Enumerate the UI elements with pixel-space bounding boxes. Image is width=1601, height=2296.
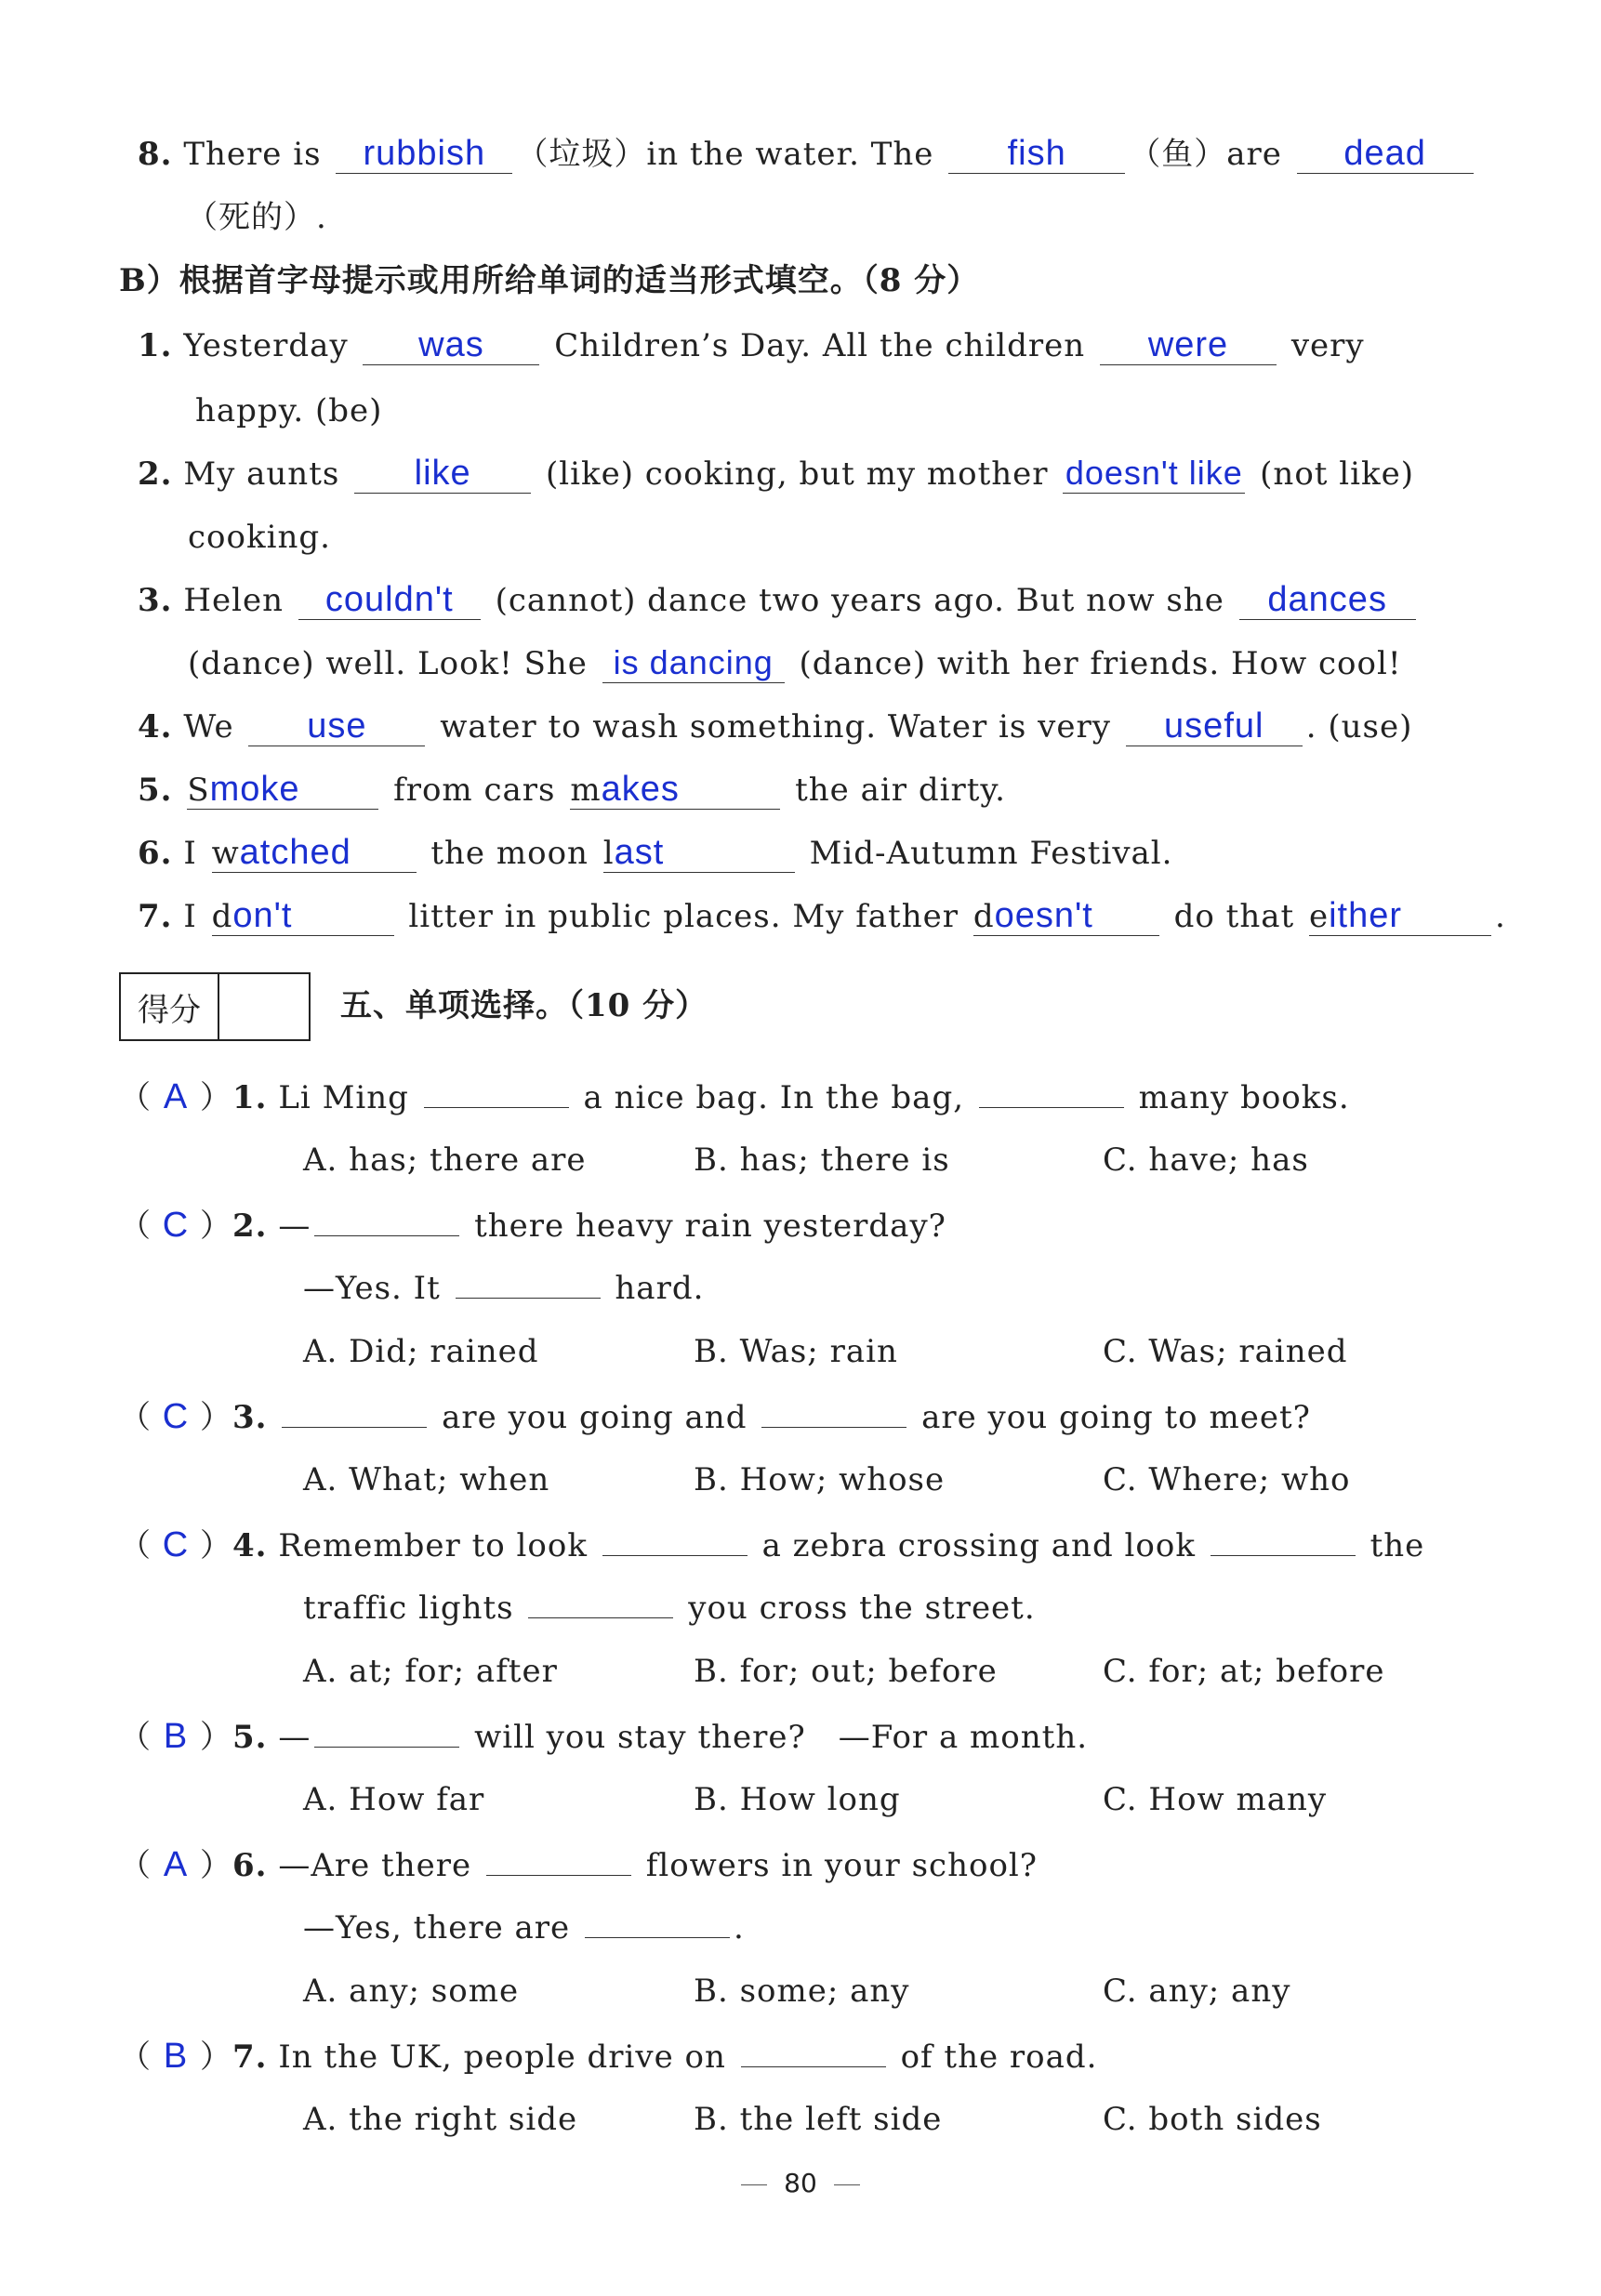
page-number: 80 <box>784 2168 817 2198</box>
b4-line1: 4. We use water to wash something. Water is very useful . (use) <box>138 706 1413 746</box>
b2-line1: 2. My aunts like (like) cooking, but my mother doesn't like (not like) <box>138 454 1414 493</box>
mc1-option-b[interactable]: B. has; there is <box>694 1141 950 1179</box>
mc4-stem-line2: traffic lights you cross the street. <box>303 1590 1036 1627</box>
mc1-blank-1 <box>424 1107 569 1108</box>
b1-blank-2[interactable]: were <box>1100 326 1277 365</box>
mc2-blank-2 <box>456 1298 601 1299</box>
mc2-option-a[interactable]: A. Did; rained <box>303 1333 539 1370</box>
mc3-answer[interactable]: C <box>162 1397 190 1436</box>
b7-blank-3[interactable]: either <box>1309 897 1491 936</box>
mc3-option-a[interactable]: A. What; when <box>303 1461 550 1498</box>
mc4-option-b[interactable]: B. for; out; before <box>694 1653 998 1690</box>
b5-line1: 5. Smoke from cars makes the air dirty. <box>138 770 1006 809</box>
mc4-option-a[interactable]: A. at; for; after <box>303 1653 558 1690</box>
b6-line1: 6. I watched the moon last Mid-Autumn Festival. <box>138 833 1173 872</box>
b1-line1: 1. Yesterday was Children’s Day. All the children were very <box>138 325 1365 364</box>
mc4-answer[interactable]: C <box>162 1525 190 1564</box>
b3-blank-1[interactable]: couldn't <box>298 581 481 620</box>
b2-blank-2[interactable]: doesn't like <box>1063 455 1245 494</box>
footer-dash-right <box>834 2184 860 2185</box>
mc3-option-b[interactable]: B. How; whose <box>694 1461 946 1498</box>
q8-line1: 8. There is rubbish （垃圾）in the water. The fish （鱼）are dead <box>138 132 1477 177</box>
score-field[interactable] <box>219 974 309 1039</box>
mc2-answer[interactable]: C <box>162 1206 190 1245</box>
mc3-option-c[interactable]: C. Where; who <box>1103 1461 1351 1498</box>
mc6-option-a[interactable]: A. any; some <box>303 1973 520 2010</box>
mc3-blank-2 <box>761 1427 906 1428</box>
q8-blank-3[interactable]: dead <box>1297 135 1474 174</box>
mc3-stem: （ C ）3. are you going and are you going to meet? <box>119 1394 1311 1440</box>
mc7-blank-1 <box>741 2066 886 2067</box>
mc6-stem: （ A ）6. —Are there flowers in your school? <box>119 1842 1038 1888</box>
q8-line2: （死的）. <box>186 199 327 236</box>
mc4-stem: （ C ）4. Remember to look a zebra crossing and look the <box>119 1523 1424 1568</box>
mc1-option-a[interactable]: A. has; there are <box>303 1141 587 1179</box>
b2-blank-1[interactable]: like <box>354 455 531 494</box>
mc4-blank-2 <box>1211 1555 1356 1556</box>
b4-blank-2[interactable]: useful <box>1126 707 1303 746</box>
b6-blank-1[interactable]: watched <box>212 834 417 873</box>
mc5-option-b[interactable]: B. How long <box>694 1781 901 1818</box>
b2-line2: cooking. <box>188 519 331 556</box>
mc2-stem: （ C ）2. — there heavy rain yesterday? <box>119 1203 946 1248</box>
mc7-option-a[interactable]: A. the right side <box>303 2101 578 2138</box>
b3-line1: 3. Helen couldn't (cannot) dance two years ago. But now she dances <box>138 578 1420 623</box>
mc6-stem-line2: —Yes, there are . <box>303 1909 745 1946</box>
mc4-blank-1 <box>602 1555 748 1556</box>
mc7-answer[interactable]: B <box>163 2037 189 2076</box>
mc6-answer[interactable]: A <box>163 1845 189 1884</box>
mc7-option-c[interactable]: C. both sides <box>1103 2101 1322 2138</box>
q8-blank-1[interactable]: rubbish <box>336 135 512 174</box>
page-footer <box>0 2168 1601 2198</box>
b1-blank-1[interactable]: was <box>363 326 539 365</box>
mc7-stem: （ B ）7. In the UK, people drive on of the road. <box>119 2034 1097 2079</box>
mc1-option-c[interactable]: C. have; has <box>1103 1141 1309 1179</box>
mc2-option-b[interactable]: B. Was; rain <box>694 1333 898 1370</box>
b4-blank-1[interactable]: use <box>248 707 425 746</box>
mc4-option-c[interactable]: C. for; at; before <box>1103 1653 1385 1690</box>
mc6-option-b[interactable]: B. some; any <box>694 1973 910 2010</box>
b7-line1: 7. I don't litter in public places. My father doesn't do that either . <box>138 896 1506 935</box>
mc5-option-a[interactable]: A. How far <box>303 1781 485 1818</box>
mc1-blank-2 <box>979 1107 1124 1108</box>
mc5-blank-1 <box>314 1747 459 1748</box>
b3-line2: (dance) well. Look! She is dancing (dance) with her friends. How cool! <box>188 643 1402 682</box>
mc7-option-b[interactable]: B. the left side <box>694 2101 943 2138</box>
score-box <box>119 972 311 1041</box>
b3-blank-3[interactable]: is dancing <box>602 644 785 683</box>
mc6-blank-1 <box>486 1875 631 1876</box>
q8-blank-2[interactable]: fish <box>948 135 1125 174</box>
b7-blank-2[interactable]: doesn't <box>973 897 1159 936</box>
mc2-stem-line2: —Yes. It hard. <box>303 1270 705 1307</box>
mc5-answer[interactable]: B <box>163 1717 189 1756</box>
b7-blank-1[interactable]: don't <box>212 897 394 936</box>
mc1-answer[interactable]: A <box>163 1077 189 1116</box>
mc2-option-c[interactable]: C. Was; rained <box>1103 1333 1348 1370</box>
section-b-heading: B）根据首字母提示或用所给单词的适当形式填空。（8 分） <box>119 262 980 299</box>
mc6-blank-2 <box>585 1937 730 1938</box>
mc6-option-c[interactable]: C. any; any <box>1103 1973 1291 2010</box>
mc3-blank-1 <box>282 1427 427 1428</box>
mc4-blank-3 <box>528 1617 673 1618</box>
mc2-blank-1 <box>314 1235 459 1236</box>
part5-title: 五、单项选择。（10 分） <box>340 987 708 1024</box>
footer-dash-left <box>741 2184 767 2185</box>
b3-blank-2[interactable]: dances <box>1239 581 1416 620</box>
mc5-stem: （ B ）5. — will you stay there? —For a month. <box>119 1714 1088 1760</box>
score-label: 得分 <box>121 974 219 1039</box>
b5-blank-2[interactable]: makes <box>570 771 780 810</box>
b6-blank-2[interactable]: last <box>603 834 795 873</box>
b5-blank-1[interactable]: Smoke <box>187 771 378 810</box>
b1-line2: happy. (be) <box>195 392 383 429</box>
mc5-option-c[interactable]: C. How many <box>1103 1781 1328 1818</box>
mc1-stem: （ A ）1. Li Ming a nice bag. In the bag, many books. <box>119 1075 1350 1120</box>
